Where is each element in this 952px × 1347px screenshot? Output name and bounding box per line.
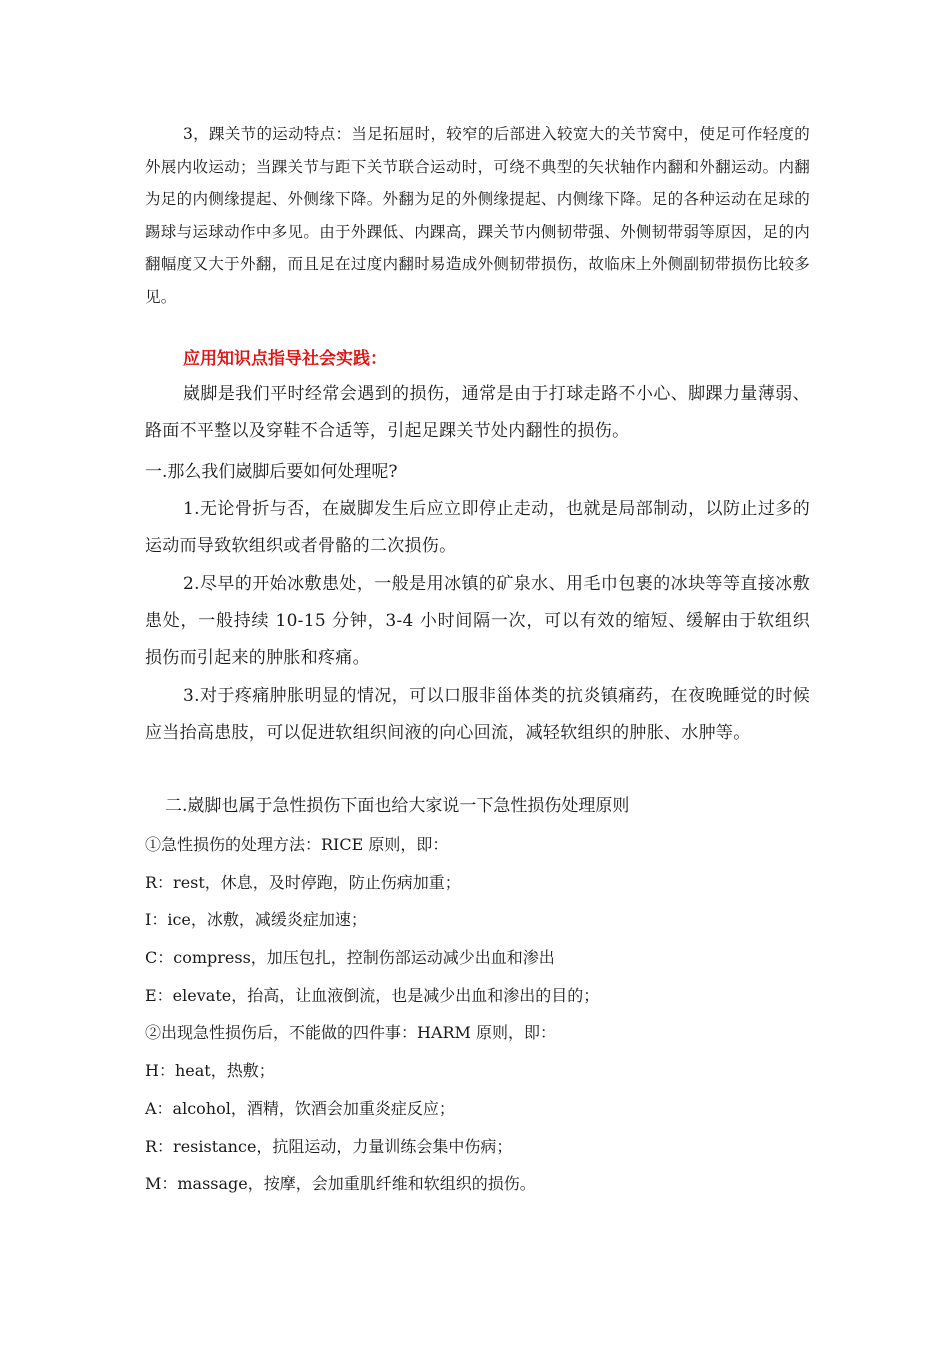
- list-item: R：resistance，抗阻运动，力量训练会集中伤病；: [145, 1136, 513, 1156]
- list-item: M：massage，按摩，会加重肌纤维和软组织的损伤。: [145, 1174, 536, 1194]
- question-two: 二.崴脚也属于急性损伤下面也给大家说一下急性损伤处理原则: [165, 796, 630, 816]
- list-item: C：compress，加压包扎，控制伤部运动减少出血和渗出: [145, 948, 555, 968]
- list-item: H：heat，热敷；: [145, 1061, 275, 1081]
- list-item: E：elevate，抬高，让血液倒流，也是减少出血和渗出的目的；: [145, 985, 600, 1005]
- list-item: ①急性损伤的处理方法：RICE 原则，即：: [145, 835, 449, 854]
- list-item: R：rest，休息，及时停跑，防止伤病加重；: [145, 872, 461, 892]
- principles-list: [145, 826, 810, 1203]
- step-1: 1.无论骨折与否，在崴脚发生后应立即停止走动，也就是局部制动，以防止过多的运动而导致软组织或者骨骼的二次损伤。: [145, 499, 810, 556]
- step-3: 3.对于疼痛肿胀明显的情况，可以口服非甾体类的抗炎镇痛药，在夜晚睡觉的时候应当抬高患肢，可以促进软组织间液的向心回流，减轻软组织的肿胀、水肿等。: [145, 686, 810, 743]
- step-2: 2.尽早的开始冰敷患处，一般是用冰镇的矿泉水、用毛巾包裹的冰块等等直接冰敷患处，一般持续 10-15 分钟，3-4 小时间隔一次，可以有效的缩短、缓解由于软组织损伤而引起来的肿胀和疼痛。: [145, 574, 810, 668]
- practice-heading: 应用知识点指导社会实践：: [183, 349, 387, 369]
- sprain-intro-paragraph: 崴脚是我们平时经常会遇到的损伤，通常是由于打球走路不小心、脚踝力量薄弱、路面不平整以及穿鞋不合适等，引起足踝关节处内翻性的损伤。: [145, 384, 810, 441]
- list-item: I：ice，冰敷，减缓炎症加速；: [145, 910, 367, 930]
- list-item: ②出现急性损伤后，不能做的四件事：HARM 原则，即：: [145, 1023, 557, 1043]
- list-item: A：alcohol，酒精，饮酒会加重炎症反应；: [145, 1098, 455, 1118]
- question-one: 一.那么我们崴脚后要如何处理呢?: [145, 462, 398, 482]
- ankle-movement-paragraph: 3，踝关节的运动特点：当足拓屈时，较窄的后部进入较宽大的关节窝中，使足可作轻度的外展内收运动；当踝关节与距下关节联合运动时，可绕不典型的矢状轴作内翻和外翻运动。内翻为足的内侧缘提起、外侧缘下降。外翻为足的外侧缘提起、内侧缘下降。足的各种运动在足球的踢球与运球动作中多见。由于外踝低、内踝高，踝关节内侧韧带强、外侧韧带弱等原因，足的内翻幅度又大于外翻，而且足在过度内翻时易造成外侧韧带损伤，故临床上外侧副韧带损伤比较多见。: [145, 125, 810, 306]
